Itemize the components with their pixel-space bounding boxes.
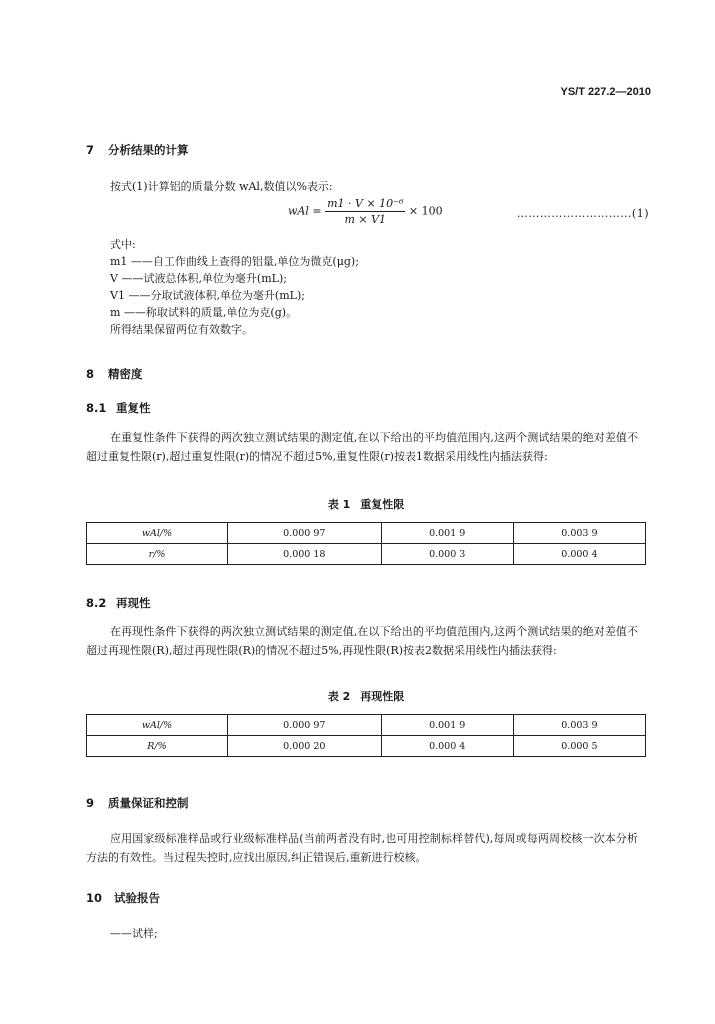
row-label: r/%: [87, 544, 228, 565]
section-10-heading: [86, 890, 160, 906]
table-cell: 0.000 5: [513, 736, 645, 757]
section-9-heading: [86, 795, 189, 811]
section-number: 7: [86, 143, 95, 157]
table-title: 重复性限: [360, 498, 405, 511]
calc-intro: 按式(1)计算铝的质量分数 wAl,数值以%表示:: [110, 180, 333, 193]
var-V: V ——试液总体积,单位为毫升(mL);: [110, 272, 287, 285]
formula-numerator: m1 · V × 10⁻⁶: [327, 197, 404, 210]
section-8-heading: [86, 366, 143, 382]
section-8-2-heading: [86, 595, 151, 611]
table-row: [87, 523, 646, 544]
formula-fraction: [325, 197, 405, 226]
result-note: 所得结果保留两位有效数字。: [110, 323, 253, 336]
table-1-caption: [86, 496, 646, 512]
section-title: 试验报告: [114, 891, 160, 905]
reproducibility-paragraph: 在再现性条件下获得的两次独立测试结果的测定值,在以下给出的平均值范围内,这两个测试结果的绝对差值不超过再现性限(R),超过再现性限(R)的情况不超过5%,再现性限(R)按表2数据采用线性内插法获得:: [86, 625, 638, 657]
var-m: m ——称取试料的质量,单位为克(g)。: [110, 306, 298, 319]
table-cell: 0.000 4: [513, 544, 645, 565]
reproducibility-table: [86, 714, 646, 757]
table-cell: 0.000 97: [228, 523, 382, 544]
var-V1: V1 ——分取试液体积,单位为毫升(mL);: [110, 289, 305, 302]
table-cell: 0.000 18: [228, 544, 382, 565]
section-number: 9: [86, 796, 95, 810]
table-title: 再现性限: [360, 690, 405, 703]
repeatability-paragraph: 在重复性条件下获得的两次独立测试结果的测定值,在以下给出的平均值范围内,这两个测试结果的绝对差值不超过重复性限(r),超过重复性限(r)的情况不超过5%,重复性限(r)按表1数据采用线性内插法获得:: [86, 431, 638, 463]
formula-denominator: m × V1: [344, 213, 387, 226]
table-row: [87, 736, 646, 757]
section-title: 精密度: [108, 367, 143, 381]
var-m1: m1 ——自工作曲线上查得的铝量,单位为微克(μg);: [110, 255, 359, 268]
table-row: [87, 544, 646, 565]
section-7-heading: [86, 142, 189, 158]
where-label: 式中:: [110, 238, 136, 251]
repeatability-table: [86, 522, 646, 565]
quality-control-paragraph: 应用国家级标准样品或行业级标准样品(当前两者没有时,也可用控制标样替代),每周或每两周校核一次本分析方法的有效性。当过程失控时,应找出原因,纠正错误后,重新进行校核。: [86, 832, 638, 864]
subsection-number: 8.2: [86, 596, 107, 610]
row-label: wAl/%: [87, 523, 228, 544]
table-row: [87, 715, 646, 736]
formula-tail: × 100: [408, 204, 443, 218]
section-title: 分析结果的计算: [108, 143, 189, 157]
row-label: R/%: [87, 736, 228, 757]
row-label: wAl/%: [87, 715, 228, 736]
report-item-sample: ——试样;: [110, 927, 158, 940]
table-cell: 0.001 9: [381, 715, 513, 736]
table-cell: 0.000 20: [228, 736, 382, 757]
table-cell: 0.003 9: [513, 523, 645, 544]
subsection-number: 8.1: [86, 401, 107, 415]
standard-code: YS/T 227.2—2010: [560, 86, 651, 98]
section-number: 10: [86, 891, 103, 905]
section-number: 8: [86, 367, 95, 381]
table-number: 表 2: [327, 690, 351, 703]
table-cell: 0.003 9: [513, 715, 645, 736]
table-cell: 0.000 4: [381, 736, 513, 757]
table-2-caption: [86, 688, 646, 704]
formula-lhs: wAl =: [288, 204, 322, 218]
table-number: 表 1: [327, 498, 351, 511]
equation-number: …………………………(1): [516, 207, 649, 220]
subsection-title: 再现性: [116, 596, 151, 610]
section-8-1-heading: [86, 400, 151, 416]
table-cell: 0.001 9: [381, 523, 513, 544]
section-title: 质量保证和控制: [108, 796, 189, 810]
table-cell: 0.000 97: [228, 715, 382, 736]
table-cell: 0.000 3: [381, 544, 513, 565]
formula-1: [288, 197, 443, 226]
subsection-title: 重复性: [116, 401, 151, 415]
